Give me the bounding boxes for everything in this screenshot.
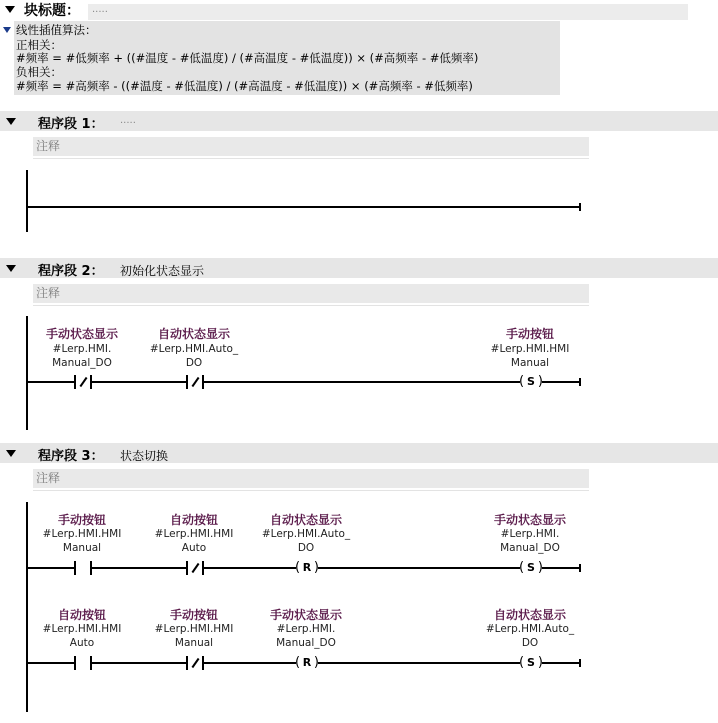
tag-address: #Lerp.HMI.Auto_	[261, 528, 351, 540]
tag-address: Auto	[69, 637, 95, 649]
tag-address: #Lerp.HMI.	[52, 343, 112, 355]
coil-symbol: R	[302, 561, 312, 574]
block-comment-line-5: #频率 = #高频率 - ((#温度 - #低温度) / (#高温度 - #低温度)) × (#高频率 - #低频率)	[16, 79, 473, 93]
block-comment-line-2: 正相关：	[16, 38, 62, 52]
block-title-value: .....	[92, 4, 108, 15]
tag-name: 自动状态显示	[157, 327, 230, 341]
tag-name: 手动按钮	[169, 608, 218, 622]
rung-end	[579, 378, 581, 386]
tag-address: Manual	[62, 542, 102, 554]
no-contact[interactable]	[74, 561, 92, 575]
collapse-block-title-icon[interactable]	[5, 6, 15, 13]
reset-coil[interactable]: ( R )	[295, 560, 319, 575]
network-3-title[interactable]: 状态切换	[120, 449, 169, 463]
nc-contact[interactable]	[74, 375, 92, 389]
network-2-header	[0, 258, 718, 278]
power-rail	[26, 170, 28, 232]
tag-address: #Lerp.HMI.HMI	[42, 623, 122, 635]
network-1-title[interactable]: .....	[120, 115, 136, 126]
tag-address: #Lerp.HMI.Auto_	[149, 343, 239, 355]
collapse-network-1-icon[interactable]	[6, 118, 16, 125]
nc-contact[interactable]	[186, 375, 204, 389]
block-title-input[interactable]	[88, 4, 688, 20]
network-1-header	[0, 111, 718, 131]
rung-wire	[26, 381, 580, 383]
collapse-comment-icon[interactable]	[3, 27, 11, 33]
set-coil[interactable]: ( S )	[519, 560, 543, 575]
tag-address: DO	[297, 542, 315, 554]
reset-coil[interactable]: ( R )	[295, 655, 319, 670]
coil-symbol: S	[527, 561, 535, 574]
network-2-title[interactable]: 初始化状态显示	[120, 264, 205, 278]
tag-name: 手动状态显示	[269, 608, 342, 622]
tag-name: 手动状态显示	[493, 513, 566, 527]
rung-end	[579, 564, 581, 572]
tag-address: DO	[185, 357, 203, 369]
set-coil[interactable]: ( S )	[519, 655, 543, 670]
block-comment-line-4: 负相关：	[16, 65, 62, 79]
tag-name: 手动按钮	[505, 327, 554, 341]
tag-address: #Lerp.HMI.HMI	[154, 623, 234, 635]
block-comment-line-1: 线性插值算法：	[16, 23, 97, 37]
tag-address: #Lerp.HMI.HMI	[154, 528, 234, 540]
coil-symbol: S	[527, 375, 535, 388]
tag-address: #Lerp.HMI.Auto_	[485, 623, 575, 635]
network-3-header	[0, 443, 718, 463]
tag-name: 手动按钮	[57, 513, 106, 527]
rung-end	[579, 659, 581, 667]
network-3-label: 程序段 3：	[38, 449, 104, 464]
nc-contact[interactable]	[186, 656, 204, 670]
no-contact[interactable]	[74, 656, 92, 670]
collapse-network-3-icon[interactable]	[6, 450, 16, 457]
tag-address: Auto	[181, 542, 207, 554]
collapse-network-2-icon[interactable]	[6, 265, 16, 272]
coil-symbol: R	[302, 656, 312, 669]
tag-address: #Lerp.HMI.	[500, 528, 560, 540]
network-1-comment[interactable]: 注释	[33, 137, 589, 156]
tag-address: Manual_DO	[52, 357, 112, 369]
network-3-comment[interactable]: 注释	[33, 469, 589, 488]
divider	[33, 490, 589, 491]
network-1-label: 程序段 1：	[38, 117, 104, 132]
tag-address: Manual	[510, 357, 550, 369]
network-2-comment[interactable]: 注释	[33, 284, 589, 303]
divider	[33, 158, 589, 159]
network-2-label: 程序段 2：	[38, 264, 104, 279]
tag-name: 自动状态显示	[269, 513, 342, 527]
tag-address: DO	[521, 637, 539, 649]
tag-address: Manual	[174, 637, 214, 649]
tag-address: #Lerp.HMI.HMI	[42, 528, 122, 540]
nc-contact[interactable]	[186, 561, 204, 575]
tag-name: 自动状态显示	[493, 608, 566, 622]
divider	[33, 305, 589, 306]
tag-name: 自动按钮	[57, 608, 106, 622]
tag-name: 手动状态显示	[45, 327, 118, 341]
empty-rung[interactable]	[26, 206, 580, 208]
rung-end	[579, 203, 581, 211]
coil-symbol: S	[527, 656, 535, 669]
block-title-label: 块标题：	[24, 3, 80, 19]
tag-name: 自动按钮	[169, 513, 218, 527]
tag-address: Manual_DO	[276, 637, 336, 649]
tag-address: #Lerp.HMI.	[276, 623, 336, 635]
tag-address: #Lerp.HMI.HMI	[490, 343, 570, 355]
set-coil[interactable]: ( S )	[519, 374, 543, 389]
tag-address: Manual_DO	[500, 542, 560, 554]
block-comment-line-3: #频率 = #低频率 + ((#温度 - #低温度) / (#高温度 - #低温度)) × (#高频率 - #低频率)	[16, 51, 479, 65]
